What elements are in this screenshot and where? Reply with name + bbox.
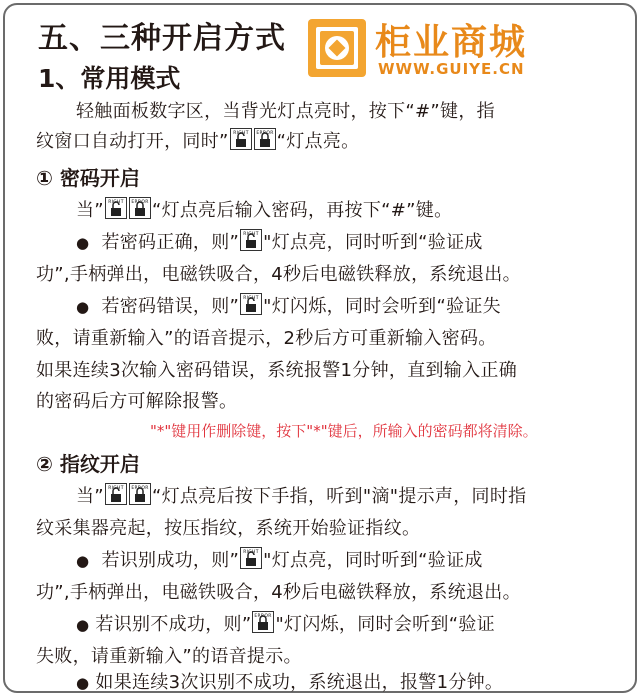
right-indicator-icon bbox=[230, 128, 252, 150]
paragraph-line: 如果连续3次输入密码错误，系统报警1分钟，直到输入正确 bbox=[36, 360, 518, 381]
paragraph-line: 纹采集器亮起，按压指纹，系统开始验证指纹。 bbox=[36, 518, 421, 539]
paragraph-line: 当” RIGHT ERROR “灯点亮后按下手指，听到"滴"提示声，同时指 bbox=[76, 482, 526, 508]
svg-text:RIGHT: RIGHT bbox=[243, 550, 259, 555]
svg-text:RIGHT: RIGHT bbox=[108, 200, 124, 205]
svg-text:RIGHT: RIGHT bbox=[243, 296, 259, 301]
svg-text:RIGHT: RIGHT bbox=[243, 232, 259, 237]
brand-logo-icon bbox=[306, 17, 368, 79]
page-title: 五、三种开启方式 bbox=[38, 21, 286, 56]
error-indicator-icon bbox=[129, 483, 151, 505]
bullet-line: ● 如果连续3次识别不成功，系统退出，报警1分钟。 bbox=[76, 672, 504, 693]
error-indicator-icon bbox=[129, 197, 151, 219]
paragraph-line: 功”,手柄弹出，电磁铁吸合，4秒后电磁铁释放，系统退出。 bbox=[36, 264, 521, 285]
right-indicator-icon bbox=[240, 229, 262, 251]
delete-key-note: "*"键用作删除键，按下"*"键后，所输入的密码都将清除。 bbox=[150, 422, 538, 440]
svg-text:RIGHT: RIGHT bbox=[108, 486, 124, 491]
paragraph-line: 失败，请重新输入”的语音提示。 bbox=[36, 646, 302, 667]
svg-text:ERROR: ERROR bbox=[131, 200, 149, 205]
svg-text:ERROR: ERROR bbox=[255, 131, 274, 136]
paragraph-line: 当” RIGHT ERROR “灯点亮后输入密码，再按下“#”键。 bbox=[76, 196, 452, 222]
paragraph-line: 纹窗口自动打开，同时” RIGHT ERROR “灯点亮。 bbox=[36, 127, 359, 153]
paragraph-line: 的密码后方可解除报警。 bbox=[36, 391, 238, 412]
paragraph-line: 功”,手柄弹出，电磁铁吸合，4秒后电磁铁释放，系统退出。 bbox=[36, 582, 521, 603]
section-heading-fingerprint: ② 指纹开启 bbox=[36, 452, 140, 476]
bullet-line: ● 若识别成功，则” RIGHT "灯点亮，同时听到“验证成 bbox=[76, 546, 483, 572]
svg-text:ERROR: ERROR bbox=[131, 486, 149, 491]
brand-name: 柜业商城 bbox=[375, 22, 528, 63]
section-heading-password: ① 密码开启 bbox=[36, 166, 140, 190]
bullet-line: ● 若密码错误，则” RIGHT "灯闪烁，同时会听到“验证失 bbox=[76, 292, 501, 318]
right-indicator-icon bbox=[240, 547, 262, 569]
svg-text:RIGHT: RIGHT bbox=[232, 131, 249, 136]
error-indicator-icon bbox=[254, 128, 276, 150]
section-heading-normal-mode: 1、常用模式 bbox=[38, 64, 181, 93]
error-indicator-icon bbox=[252, 611, 274, 633]
bullet-line: ● 若密码正确，则” RIGHT "灯点亮，同时听到“验证成 bbox=[76, 228, 483, 254]
right-indicator-icon bbox=[105, 483, 127, 505]
brand-url: WWW.GUIYE.CN bbox=[378, 60, 525, 78]
paragraph-line: 败，请重新输入”的语音提示，2秒后方可重新输入密码。 bbox=[36, 328, 497, 349]
bullet-line: ● 若识别不成功，则” ERROR "灯闪烁，同时会听到“验证 bbox=[76, 610, 495, 636]
right-indicator-icon bbox=[240, 293, 262, 315]
right-indicator-icon bbox=[105, 197, 127, 219]
svg-text:ERROR: ERROR bbox=[254, 614, 273, 619]
paragraph-line: 轻触面板数字区，当背光灯点亮时，按下“#”键，指 bbox=[76, 101, 495, 122]
